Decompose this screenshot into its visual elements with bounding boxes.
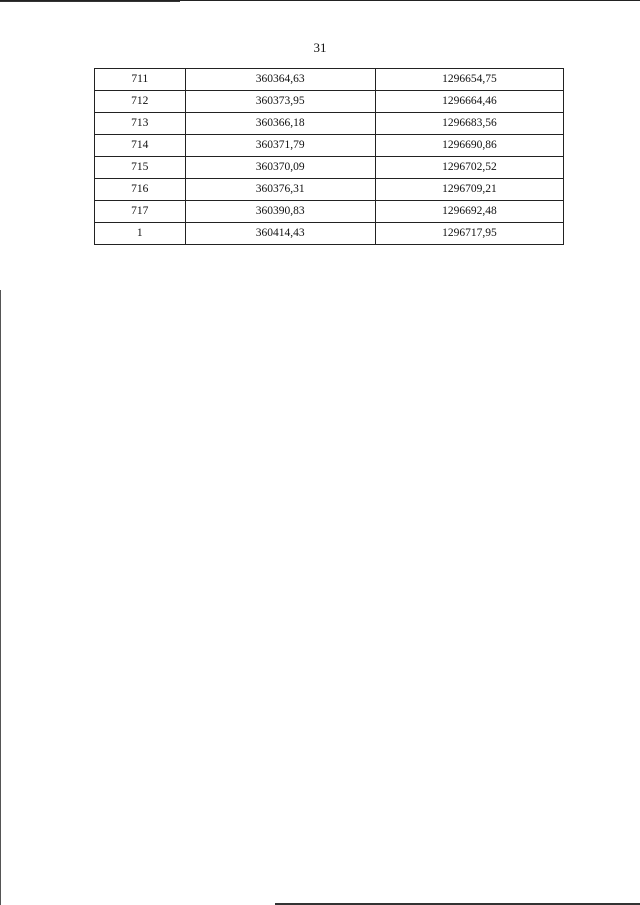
y-coordinate-cell: 1296683,56 [375, 113, 563, 135]
point-number-cell: 715 [95, 157, 186, 179]
y-coordinate-cell: 1296692,48 [375, 201, 563, 223]
x-coordinate-cell: 360373,95 [185, 91, 375, 113]
table-row [95, 157, 564, 179]
y-coordinate-cell: 1296654,75 [375, 69, 563, 91]
table-row [95, 91, 564, 113]
table-row [95, 135, 564, 157]
x-coordinate-cell: 360414,43 [185, 223, 375, 245]
table-row [95, 201, 564, 223]
x-coordinate-cell: 360376,31 [185, 179, 375, 201]
x-coordinate-cell: 360390,83 [185, 201, 375, 223]
y-coordinate-cell: 1296717,95 [375, 223, 563, 245]
scan-edge-left [0, 290, 1, 905]
x-coordinate-cell: 360366,18 [185, 113, 375, 135]
table-row [95, 223, 564, 245]
point-number-cell: 712 [95, 91, 186, 113]
y-coordinate-cell: 1296664,46 [375, 91, 563, 113]
y-coordinate-cell: 1296690,86 [375, 135, 563, 157]
table-row [95, 69, 564, 91]
y-coordinate-cell: 1296709,21 [375, 179, 563, 201]
table-row [95, 113, 564, 135]
x-coordinate-cell: 360371,79 [185, 135, 375, 157]
point-number-cell: 717 [95, 201, 186, 223]
point-number-cell: 1 [95, 223, 186, 245]
scan-edge-top-inner [0, 1, 180, 2]
point-number-cell: 713 [95, 113, 186, 135]
table-row [95, 179, 564, 201]
point-number-cell: 716 [95, 179, 186, 201]
x-coordinate-cell: 360364,63 [185, 69, 375, 91]
coordinates-table [94, 68, 564, 245]
x-coordinate-cell: 360370,09 [185, 157, 375, 179]
point-number-cell: 711 [95, 69, 186, 91]
page-number: 31 [313, 40, 327, 55]
point-number-cell: 714 [95, 135, 186, 157]
y-coordinate-cell: 1296702,52 [375, 157, 563, 179]
